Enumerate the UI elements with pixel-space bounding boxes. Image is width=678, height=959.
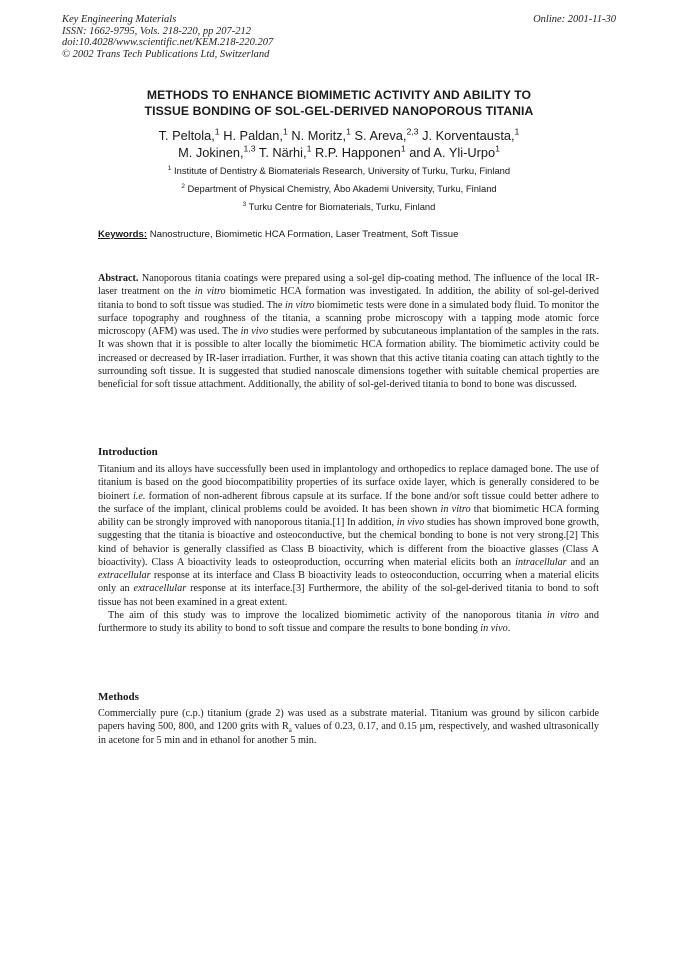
affiliation-text: Department of Physical Chemistry, Åbo Akademi University, Turku, Finland	[184, 183, 497, 194]
abstract-text: biomimetic tests were done in a simulated body fluid. To monitor the surface topography and roughness of the titania, a scanning probe microscopy with a tapping mode atomic force microscopy (AFM) was used. The	[98, 299, 599, 337]
author-affil-mark: 1	[282, 126, 288, 137]
affiliation-3	[80, 201, 598, 213]
author-affil-mark: 2,3	[406, 126, 419, 137]
author-name: H. Paldan,	[219, 128, 283, 143]
introduction-section	[98, 463, 599, 635]
author-name: M. Jokinen,	[178, 145, 244, 160]
abstract-text: Nanoporous titania coatings were prepared using a sol-gel dip-coating method. The influence of the local IR-laser treatment on the	[98, 273, 599, 298]
author-affil-mark: 1	[495, 143, 500, 154]
intro-text: response at its interface and Class B bioactivity leads to osteoconduction, occurring when a material elicits only an	[98, 570, 599, 595]
copyright-line: © 2002 Trans Tech Publications Ltd, Switzerland	[62, 48, 270, 60]
keywords-line	[98, 229, 598, 240]
abstract-italic: in vitro	[285, 299, 315, 311]
abstract-text: biomimetic HCA formation was investigated. In addition, the ability of sol-gel-derived titania to bond to soft tissue was studied. The	[98, 286, 599, 311]
issn-line: ISSN: 1662-9795, Vols. 218-220, pp 207-212	[62, 25, 251, 37]
author-affil-mark: 1	[514, 126, 520, 137]
author-line-2	[80, 144, 598, 161]
author-name: J. Korventausta,	[418, 128, 515, 143]
author-affil-mark: 1	[214, 126, 220, 137]
author-affil-mark: 1,3	[243, 143, 256, 154]
author-name: N. Moritz,	[287, 128, 347, 143]
methods-section	[98, 707, 599, 747]
methods-text: Commercially pure (c.p.) titanium (grade 2) was used as a substrate material. Titanium was ground by silicon carbide papers having 500, 800, and 1200 grits with R	[98, 708, 599, 733]
affiliation-mark: 1	[167, 164, 172, 172]
introduction-paragraph-1	[98, 463, 599, 609]
title-line-1: METHODS TO ENHANCE BIOMIMETIC ACTIVITY AND ABILITY TO	[146, 88, 532, 102]
intro-text: and an	[566, 556, 599, 568]
intro-text: .	[507, 623, 511, 634]
title-line-2: TISSUE BONDING OF SOL-GEL-DERIVED NANOPOROUS TITANIA	[144, 103, 534, 118]
intro-text: and furthermore to study its ability to bond to soft tissue and compare the results to bone bonding	[98, 609, 599, 634]
affiliation-mark: 3	[242, 200, 247, 208]
author-line-1	[80, 127, 598, 144]
author-name: and A. Yli-Urpo	[405, 145, 496, 160]
author-list	[80, 127, 598, 161]
paper-title	[80, 88, 598, 119]
author-affil-mark: 1	[346, 126, 351, 137]
affiliation-text: Turku Centre for Biomaterials, Turku, Finland	[246, 201, 436, 212]
online-date: Online: 2001-11-30	[533, 14, 616, 25]
journal-name: Key Engineering Materials	[62, 14, 177, 25]
author-name: R.P. Happonen	[311, 145, 401, 160]
methods-heading: Methods	[98, 691, 139, 703]
methods-paragraph	[98, 707, 599, 747]
intro-text: Titanium and its alloys have successfully been used in implantology and orthopedics to replace damaged bone. The use of titanium is based on the good biocompatibility properties of its surface oxide layer, which is generally considered to be bioinert	[98, 464, 599, 502]
abstract-label: Abstract.	[98, 273, 139, 284]
introduction-paragraph-2	[98, 609, 599, 636]
keywords-label: Keywords:	[98, 229, 148, 240]
abstract-italic: in vitro	[194, 286, 226, 298]
intro-text: The aim of this study was to improve the localized biomimetic activity of the nanoporous titania	[108, 609, 547, 621]
intro-italic: extracellular	[98, 570, 151, 581]
intro-italic: in vivo	[480, 623, 508, 634]
introduction-heading: Introduction	[98, 446, 158, 458]
keywords-text: Nanostructure, Biomimetic HCA Formation, Laser Treatment, Soft Tissue	[147, 229, 459, 240]
intro-italic: intracellular	[515, 556, 567, 568]
intro-italic: in vitro	[546, 609, 579, 621]
affiliation-mark: 2	[181, 182, 185, 190]
affiliation-1	[80, 165, 598, 177]
author-name: S. Areva,	[350, 128, 407, 143]
doi-line: doi:10.4028/www.scientific.net/KEM.218-220.207	[62, 37, 274, 49]
affiliation-2	[80, 183, 598, 195]
intro-italic: in vivo	[396, 517, 425, 528]
abstract-text: studies were performed by subcutaneous implantation of the samples in the rats. It was shown that it is possible to alter locally the biomimetic HCA formation ability. The biomimetic activity could be increased or decreased by IR-laser irradiation. Further, it was shown that this active titania coating can attach tightly to the surrounding soft tissue. It is suggested that studied nanoscale dimensions together with suitable chemical properties are beneficial for soft tissue attachment. Additionally, the ability of sol-gel-derived titania to bond to bone was discussed.	[98, 326, 599, 390]
methods-subscript: a	[288, 727, 292, 735]
intro-italic: in vitro	[440, 503, 471, 515]
intro-italic: extracellular	[133, 583, 187, 595]
methods-text: values of 0.23, 0.17, and 0.15 µm, respectively, and washed ultrasonically in acetone for 5 min and in ethanol for another 5 min.	[98, 721, 599, 746]
intro-text: response at its interface.[3] Furthermore, the ability of the sol-gel-derived titania to bond to soft tissue has not been examined in a great extent.	[98, 583, 599, 608]
intro-italic: i.e.	[132, 490, 146, 502]
intro-text: that biomimetic HCA forming ability can be strongly improved with nanoporous titania.[1] In addition,	[98, 503, 599, 528]
abstract-paragraph	[98, 272, 599, 391]
author-name: T. Närhi,	[255, 145, 307, 160]
abstract-italic: in vivo	[240, 326, 269, 337]
affiliation-text: Institute of Dentistry & Biomaterials Research, University of Turku, Turku, Finland	[171, 165, 511, 176]
author-affil-mark: 1	[306, 143, 312, 154]
intro-text: studies has shown improved bone growth, suggesting that the titania is bioactive and osteoconductive, but the chemical bonding to bone is not very strong.[2] This kind of behavior is generally classified as Class B bioactivity, which is different from the bioactive glasses (Class A bioactivity). Class A bioactivity leads to osteoproduction, occurring when material elicits both an	[98, 517, 599, 568]
author-name: T. Peltola,	[158, 128, 215, 143]
intro-text: formation of non-adherent fibrous capsule at its surface. If the bone and/or soft tissue could better adhere to the surface of the implant, clinical problems could be avoided. It has been shown	[98, 490, 600, 515]
author-affil-mark: 1	[400, 143, 406, 154]
journal-header	[62, 14, 273, 60]
